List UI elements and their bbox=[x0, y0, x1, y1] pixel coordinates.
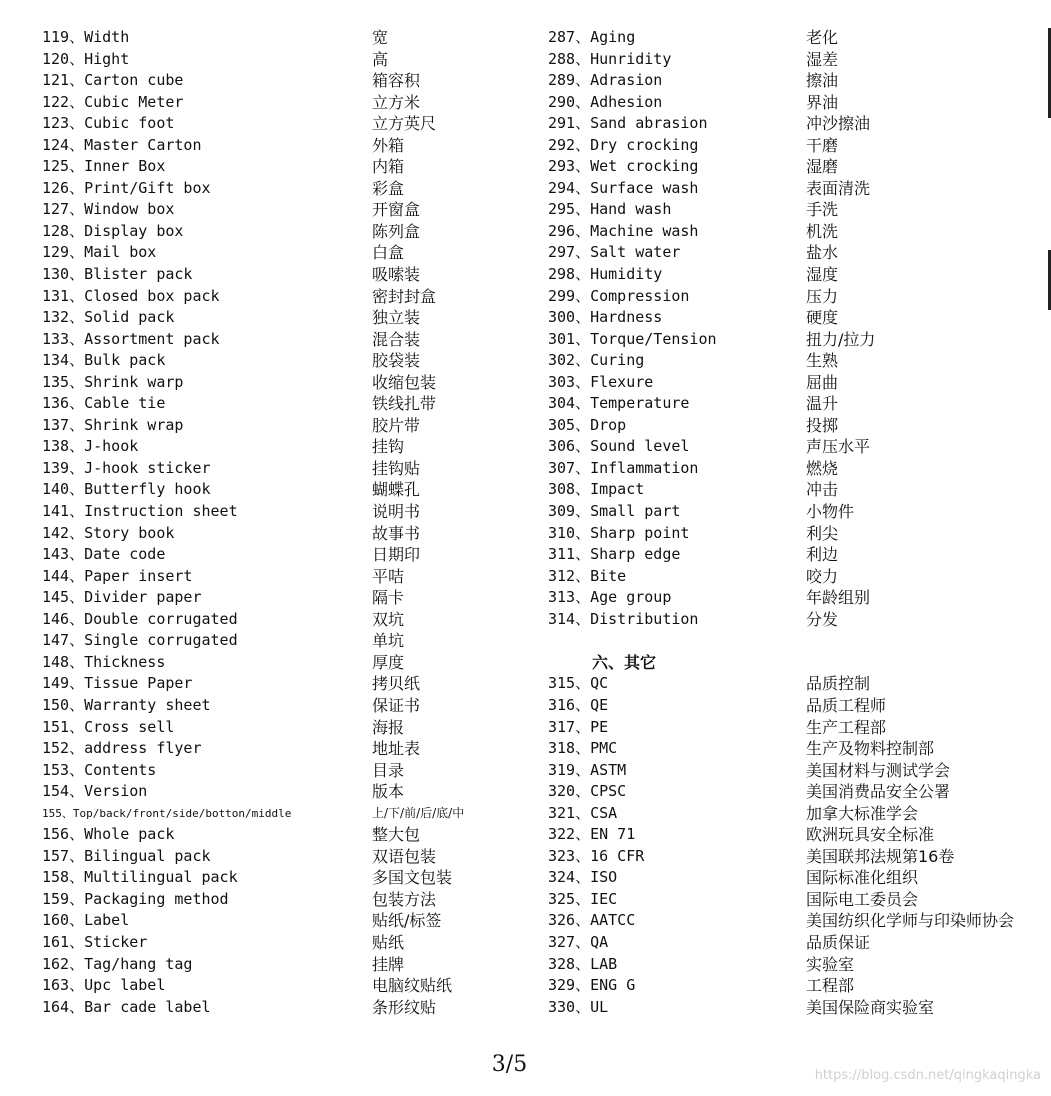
english-term: 147、Single corrugated bbox=[42, 631, 238, 650]
chinese-term: 说明书 bbox=[372, 502, 421, 522]
glossary-row bbox=[42, 566, 542, 588]
english-term: 290、Adhesion bbox=[548, 92, 663, 111]
chinese-term: 湿度 bbox=[806, 265, 839, 285]
chinese-term: 日期印 bbox=[372, 545, 421, 565]
chinese-term: 美国消费品安全公署 bbox=[806, 782, 951, 802]
glossary-row bbox=[548, 889, 1048, 911]
glossary-row bbox=[548, 824, 1048, 846]
english-term: 126、Print/Gift box bbox=[42, 178, 211, 197]
glossary-row bbox=[42, 760, 542, 782]
glossary-row bbox=[42, 652, 542, 674]
glossary-row bbox=[42, 458, 542, 480]
glossary-row bbox=[548, 372, 1048, 394]
chinese-term: 独立装 bbox=[372, 308, 421, 328]
english-term: 300、Hardness bbox=[548, 308, 663, 327]
chinese-term: 平咭 bbox=[372, 566, 405, 586]
english-term: 131、Closed box pack bbox=[42, 286, 220, 305]
page-number: 3/5 bbox=[491, 1052, 528, 1077]
english-term: 297、Salt water bbox=[548, 243, 681, 262]
english-term: 313、Age group bbox=[548, 588, 672, 607]
english-term: 327、QA bbox=[548, 932, 609, 951]
chinese-term: 混合装 bbox=[372, 329, 421, 349]
glossary-row bbox=[42, 523, 542, 545]
glossary-row bbox=[42, 372, 542, 394]
english-term: 129、Mail box bbox=[42, 243, 157, 262]
glossary-row bbox=[42, 479, 542, 501]
chinese-term: 开窗盒 bbox=[372, 200, 421, 220]
chinese-term: 美国联邦法规第16卷 bbox=[806, 846, 955, 866]
glossary-row bbox=[42, 350, 542, 372]
english-term: 307、Inflammation bbox=[548, 458, 699, 477]
chinese-term: 湿差 bbox=[806, 49, 839, 69]
glossary-row bbox=[548, 997, 1048, 1019]
english-term: 143、Date code bbox=[42, 545, 166, 564]
chinese-term: 品质控制 bbox=[806, 674, 871, 694]
glossary-row bbox=[548, 458, 1048, 480]
section-heading bbox=[548, 652, 1048, 674]
english-term: 119、Width bbox=[42, 28, 130, 46]
glossary-row bbox=[548, 738, 1048, 760]
chinese-term: 多国文包装 bbox=[372, 868, 453, 888]
english-term: 320、CPSC bbox=[548, 782, 627, 801]
chinese-term: 挂钩 bbox=[372, 437, 405, 457]
chinese-term: 美国纺织化学师与印染师协会 bbox=[806, 911, 1015, 931]
glossary-row bbox=[548, 954, 1048, 976]
chinese-term: 高 bbox=[372, 49, 389, 69]
english-term: 141、Instruction sheet bbox=[42, 502, 238, 521]
english-term: 133、Assortment pack bbox=[42, 329, 220, 348]
english-term: 315、QC bbox=[548, 674, 609, 693]
english-term: 289、Adrasion bbox=[548, 71, 663, 90]
chinese-term: 加拿大标准学会 bbox=[806, 803, 919, 823]
glossary-row bbox=[548, 350, 1048, 372]
english-term: 296、Machine wash bbox=[548, 221, 699, 240]
glossary-row bbox=[42, 436, 542, 458]
glossary-row bbox=[548, 307, 1048, 329]
chinese-term: 国际电工委员会 bbox=[806, 889, 919, 909]
glossary-row bbox=[42, 673, 542, 695]
glossary-row bbox=[42, 997, 542, 1019]
english-term: 324、ISO bbox=[548, 868, 618, 887]
chinese-term: 箱容积 bbox=[372, 71, 421, 91]
english-term: 137、Shrink wrap bbox=[42, 415, 184, 434]
glossary-row bbox=[548, 760, 1048, 782]
chinese-term: 胶袋装 bbox=[372, 351, 421, 371]
chinese-term: 条形纹贴 bbox=[372, 997, 437, 1017]
english-term: 314、Distribution bbox=[548, 609, 699, 628]
glossary-row bbox=[42, 393, 542, 415]
glossary-row bbox=[548, 717, 1048, 739]
english-term: 163、Upc label bbox=[42, 976, 166, 995]
glossary-row bbox=[42, 738, 542, 760]
chinese-term: 投掷 bbox=[806, 415, 839, 435]
english-term: 122、Cubic Meter bbox=[42, 92, 184, 111]
english-term: 134、Bulk pack bbox=[42, 351, 166, 370]
english-term: 304、Temperature bbox=[548, 394, 690, 413]
english-term: 312、Bite bbox=[548, 566, 627, 585]
chinese-term: 老化 bbox=[806, 28, 839, 47]
chinese-term: 界油 bbox=[806, 92, 839, 112]
glossary-row bbox=[42, 27, 542, 49]
english-term: 158、Multilingual pack bbox=[42, 868, 238, 887]
glossary-row bbox=[548, 479, 1048, 501]
english-term: 294、Surface wash bbox=[548, 178, 699, 197]
glossary-row bbox=[42, 135, 542, 157]
chinese-term: 品质保证 bbox=[806, 932, 871, 952]
english-term: 138、J-hook bbox=[42, 437, 139, 456]
glossary-row bbox=[548, 27, 1048, 49]
chinese-term: 故事书 bbox=[372, 523, 421, 543]
chinese-term: 美国材料与测试学会 bbox=[806, 760, 951, 780]
chinese-term: 保证书 bbox=[372, 695, 421, 715]
english-term: 164、Bar cade label bbox=[42, 997, 211, 1016]
glossary-row bbox=[548, 695, 1048, 717]
chinese-term: 国际标准化组织 bbox=[806, 868, 919, 888]
glossary-row bbox=[42, 889, 542, 911]
left-glossary-column bbox=[42, 27, 542, 1018]
chinese-term: 分发 bbox=[806, 609, 839, 629]
english-term: 309、Small part bbox=[548, 502, 681, 521]
glossary-row bbox=[548, 846, 1048, 868]
chinese-term: 冲击 bbox=[806, 480, 839, 500]
glossary-row bbox=[548, 630, 1048, 652]
chinese-term: 上/下/前/后/底/中 bbox=[372, 805, 465, 820]
glossary-row bbox=[42, 329, 542, 351]
glossary-row bbox=[548, 932, 1048, 954]
chinese-term: 电脑纹贴纸 bbox=[372, 976, 453, 996]
glossary-row bbox=[548, 501, 1048, 523]
chinese-term: 目录 bbox=[372, 760, 405, 780]
chinese-term: 版本 bbox=[372, 782, 405, 802]
chinese-term: 品质工程师 bbox=[806, 695, 887, 715]
glossary-row bbox=[548, 436, 1048, 458]
glossary-row bbox=[548, 587, 1048, 609]
english-term: 123、Cubic foot bbox=[42, 114, 175, 133]
glossary-row bbox=[42, 932, 542, 954]
glossary-row bbox=[42, 307, 542, 329]
english-term: 132、Solid pack bbox=[42, 308, 175, 327]
glossary-row bbox=[548, 92, 1048, 114]
glossary-row bbox=[548, 242, 1048, 264]
glossary-row bbox=[548, 673, 1048, 695]
english-term: 298、Humidity bbox=[548, 265, 663, 284]
chinese-term: 吸嗦装 bbox=[372, 265, 421, 285]
glossary-row bbox=[548, 975, 1048, 997]
glossary-row bbox=[548, 329, 1048, 351]
english-term: 292、Dry crocking bbox=[548, 135, 699, 154]
glossary-row bbox=[42, 630, 542, 652]
english-term: 160、Label bbox=[42, 911, 130, 930]
chinese-term: 厚度 bbox=[372, 652, 405, 672]
english-term: 120、Hight bbox=[42, 49, 130, 68]
glossary-row bbox=[548, 544, 1048, 566]
chinese-term: 贴纸/标签 bbox=[372, 911, 442, 931]
chinese-term: 整大包 bbox=[372, 825, 421, 845]
glossary-row bbox=[548, 781, 1048, 803]
glossary-row bbox=[548, 415, 1048, 437]
english-term: 301、Torque/Tension bbox=[548, 329, 717, 348]
english-term: 287、Aging bbox=[548, 28, 636, 46]
chinese-term: 擦油 bbox=[806, 71, 839, 91]
english-term: 319、ASTM bbox=[548, 760, 627, 779]
glossary-row bbox=[548, 910, 1048, 932]
chinese-term: 手洗 bbox=[806, 200, 839, 220]
chinese-term: 咬力 bbox=[806, 566, 839, 586]
chinese-term: 生熟 bbox=[806, 351, 839, 371]
glossary-row bbox=[42, 92, 542, 114]
english-term: 322、EN 71 bbox=[548, 825, 636, 844]
english-term: 148、Thickness bbox=[42, 652, 166, 671]
chinese-term: 屈曲 bbox=[806, 372, 839, 392]
glossary-row bbox=[548, 566, 1048, 588]
english-term: 156、Whole pack bbox=[42, 825, 175, 844]
glossary-row bbox=[548, 199, 1048, 221]
english-term: 316、QE bbox=[548, 695, 609, 714]
chinese-term: 温升 bbox=[806, 394, 839, 414]
glossary-row bbox=[42, 415, 542, 437]
glossary-row bbox=[548, 156, 1048, 178]
english-term: 154、Version bbox=[42, 782, 148, 801]
chinese-term: 机洗 bbox=[806, 221, 839, 241]
chinese-term: 工程部 bbox=[806, 976, 855, 996]
english-term: 155、Top/back/front/side/botton/middle bbox=[42, 806, 292, 820]
english-term: 124、Master Carton bbox=[42, 135, 202, 154]
chinese-term: 声压水平 bbox=[806, 437, 871, 457]
chinese-term: 隔卡 bbox=[372, 588, 405, 608]
chinese-term: 宽 bbox=[372, 28, 389, 47]
chinese-term: 实验室 bbox=[806, 954, 855, 974]
glossary-row bbox=[548, 523, 1048, 545]
english-term: 139、J-hook sticker bbox=[42, 458, 211, 477]
english-term: 325、IEC bbox=[548, 889, 618, 908]
english-term: 306、Sound level bbox=[548, 437, 690, 456]
chinese-term: 燃烧 bbox=[806, 458, 839, 478]
chinese-term: 拷贝纸 bbox=[372, 674, 421, 694]
glossary-row bbox=[42, 867, 542, 889]
chinese-term: 扭力/拉力 bbox=[806, 329, 876, 349]
chinese-term: 盐水 bbox=[806, 243, 839, 263]
glossary-row bbox=[548, 286, 1048, 308]
chinese-term: 白盒 bbox=[372, 243, 405, 263]
chinese-term: 包装方法 bbox=[372, 889, 437, 909]
glossary-row bbox=[42, 544, 542, 566]
glossary-row bbox=[42, 264, 542, 286]
chinese-term: 双语包装 bbox=[372, 846, 437, 866]
english-term: 318、PMC bbox=[548, 739, 618, 758]
glossary-row bbox=[548, 221, 1048, 243]
english-term: 162、Tag/hang tag bbox=[42, 954, 193, 973]
glossary-row bbox=[42, 501, 542, 523]
english-term: 311、Sharp edge bbox=[548, 545, 681, 564]
english-term: 291、Sand abrasion bbox=[548, 114, 708, 133]
glossary-row bbox=[42, 113, 542, 135]
watermark-url: https://blog.csdn.net/qingkaqingka bbox=[814, 1068, 1041, 1083]
english-term: 150、Warranty sheet bbox=[42, 695, 211, 714]
glossary-row bbox=[42, 178, 542, 200]
glossary-row bbox=[42, 49, 542, 71]
english-term: 326、AATCC bbox=[548, 911, 636, 930]
chinese-term: 外箱 bbox=[372, 135, 405, 155]
chinese-term: 压力 bbox=[806, 286, 839, 306]
glossary-row bbox=[42, 954, 542, 976]
glossary-row bbox=[548, 113, 1048, 135]
glossary-row bbox=[548, 49, 1048, 71]
glossary-row bbox=[42, 242, 542, 264]
chinese-term: 年龄组别 bbox=[806, 588, 871, 608]
glossary-row bbox=[548, 70, 1048, 92]
english-term: 153、Contents bbox=[42, 760, 157, 779]
chinese-term: 干磨 bbox=[806, 135, 839, 155]
english-term: 288、Hunridity bbox=[548, 49, 672, 68]
glossary-row bbox=[548, 264, 1048, 286]
glossary-row bbox=[42, 910, 542, 932]
chinese-term: 彩盒 bbox=[372, 178, 405, 198]
glossary-row bbox=[42, 70, 542, 92]
glossary-row bbox=[42, 781, 542, 803]
glossary-row bbox=[548, 393, 1048, 415]
chinese-term: 冲沙擦油 bbox=[806, 114, 871, 134]
chinese-term: 贴纸 bbox=[372, 932, 405, 952]
chinese-term: 生产及物料控制部 bbox=[806, 739, 935, 759]
chinese-term: 陈列盒 bbox=[372, 221, 421, 241]
english-term: 146、Double corrugated bbox=[42, 609, 238, 628]
chinese-term: 生产工程部 bbox=[806, 717, 887, 737]
chinese-term: 地址表 bbox=[372, 739, 421, 759]
english-term: 127、Window box bbox=[42, 200, 175, 219]
glossary-row bbox=[42, 609, 542, 631]
chinese-term: 挂钩贴 bbox=[372, 458, 421, 478]
glossary-row bbox=[42, 975, 542, 997]
glossary-row bbox=[42, 587, 542, 609]
english-term: 161、Sticker bbox=[42, 932, 148, 951]
chinese-term: 铁线扎带 bbox=[372, 394, 437, 414]
chinese-term: 硬度 bbox=[806, 308, 839, 328]
chinese-term: 表面清洗 bbox=[806, 178, 871, 198]
chinese-term: 立方英尺 bbox=[372, 114, 437, 134]
glossary-row bbox=[548, 135, 1048, 157]
glossary-row bbox=[42, 199, 542, 221]
right-glossary-column bbox=[548, 27, 1048, 1018]
chinese-term: 蝴蝶孔 bbox=[372, 480, 421, 500]
english-term: 152、address flyer bbox=[42, 739, 202, 758]
english-term: 305、Drop bbox=[548, 415, 627, 434]
glossary-row bbox=[42, 221, 542, 243]
english-term: 293、Wet crocking bbox=[548, 157, 699, 176]
chinese-term: 挂牌 bbox=[372, 954, 405, 974]
english-term: 310、Sharp point bbox=[548, 523, 690, 542]
chinese-term: 利边 bbox=[806, 545, 839, 565]
english-term: 299、Compression bbox=[548, 286, 690, 305]
chinese-term: 美国保险商实验室 bbox=[806, 997, 935, 1017]
english-term: 144、Paper insert bbox=[42, 566, 193, 585]
english-term: 145、Divider paper bbox=[42, 588, 202, 607]
chinese-term: 胶片带 bbox=[372, 415, 421, 435]
english-term: 317、PE bbox=[548, 717, 609, 736]
chinese-term: 湿磨 bbox=[806, 157, 839, 177]
glossary-row bbox=[548, 867, 1048, 889]
english-term: 157、Bilingual pack bbox=[42, 846, 211, 865]
english-term: 136、Cable tie bbox=[42, 394, 166, 413]
chinese-term: 欧洲玩具安全标准 bbox=[806, 825, 935, 845]
glossary-row bbox=[42, 803, 542, 825]
section-title: 六、其它 bbox=[592, 652, 657, 672]
english-term: 140、Butterfly hook bbox=[42, 480, 211, 499]
english-term: 151、Cross sell bbox=[42, 717, 175, 736]
chinese-term: 小物件 bbox=[806, 502, 855, 522]
glossary-row bbox=[42, 717, 542, 739]
glossary-row bbox=[42, 286, 542, 308]
english-term: 329、ENG G bbox=[548, 976, 636, 995]
english-term: 149、Tissue Paper bbox=[42, 674, 193, 693]
chinese-term: 单坑 bbox=[372, 631, 405, 651]
glossary-row bbox=[42, 824, 542, 846]
english-term: 323、16 CFR bbox=[548, 846, 645, 865]
english-term: 130、Blister pack bbox=[42, 265, 193, 284]
english-term: 128、Display box bbox=[42, 221, 184, 240]
glossary-row bbox=[42, 846, 542, 868]
english-term: 308、Impact bbox=[548, 480, 645, 499]
chinese-term: 收缩包装 bbox=[372, 372, 437, 392]
glossary-row bbox=[42, 695, 542, 717]
english-term: 125、Inner Box bbox=[42, 157, 166, 176]
glossary-row bbox=[548, 803, 1048, 825]
english-term: 321、CSA bbox=[548, 803, 618, 822]
english-term: 159、Packaging method bbox=[42, 889, 229, 908]
english-term: 303、Flexure bbox=[548, 372, 654, 391]
english-term: 302、Curing bbox=[548, 351, 645, 370]
english-term: 135、Shrink warp bbox=[42, 372, 184, 391]
chinese-term: 内箱 bbox=[372, 157, 405, 177]
chinese-term: 双坑 bbox=[372, 609, 405, 629]
english-term: 142、Story book bbox=[42, 523, 175, 542]
chinese-term: 海报 bbox=[372, 717, 405, 737]
glossary-row bbox=[548, 609, 1048, 631]
chinese-term: 立方米 bbox=[372, 92, 421, 112]
chinese-term: 密封封盒 bbox=[372, 286, 437, 306]
chinese-term: 利尖 bbox=[806, 523, 839, 543]
english-term: 295、Hand wash bbox=[548, 200, 672, 219]
english-term: 121、Carton cube bbox=[42, 71, 184, 90]
english-term: 328、LAB bbox=[548, 954, 618, 973]
english-term: 330、UL bbox=[548, 997, 609, 1016]
glossary-row bbox=[548, 178, 1048, 200]
glossary-row bbox=[42, 156, 542, 178]
